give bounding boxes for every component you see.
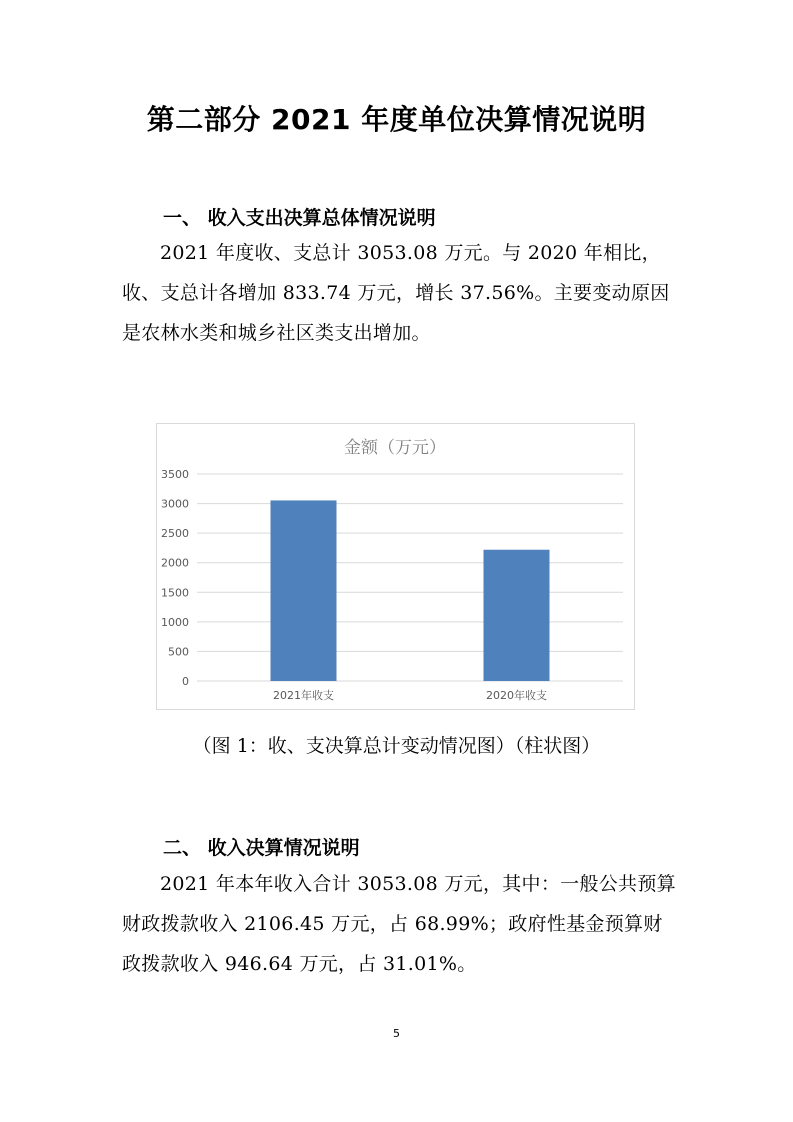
chart-bars — [271, 500, 550, 681]
y-tick-label: 2500 — [161, 527, 189, 541]
bar-0 — [271, 500, 337, 681]
y-tick-label: 3500 — [161, 468, 189, 481]
chart-x-axis — [273, 688, 547, 702]
bar-chart — [156, 423, 635, 710]
page-number: 5 — [393, 1027, 400, 1040]
chart-title: 金额（万元） — [344, 438, 446, 458]
section-heading-income: 二、 收入决算情况说明 — [163, 837, 360, 859]
figure-caption: （图 1：收、支决算总计变动情况图）（柱状图） — [192, 735, 601, 757]
bar-1 — [484, 550, 550, 681]
x-tick-label: 2020年收支 — [486, 689, 547, 702]
section-paragraph-overall: 2021 年度收、支总计 3053.08 万元。与 2020 年相比，收、支总计各增加 833.74 万元，增长 37.56%。主要变动原因是农林水类和城乡社区类支出增加。 — [122, 242, 670, 344]
y-tick-label: 1000 — [161, 615, 189, 629]
chart-gridlines — [197, 474, 623, 681]
chart-y-axis — [161, 468, 189, 688]
y-tick-label: 3000 — [161, 497, 189, 511]
y-tick-label: 2000 — [161, 556, 189, 570]
bar-chart-svg — [157, 424, 634, 709]
page-title: 第二部分 2021 年度单位决算情况说明 — [146, 103, 647, 136]
y-tick-label: 1500 — [161, 586, 189, 600]
x-tick-label: 2021年收支 — [273, 689, 334, 702]
y-tick-label: 500 — [168, 645, 189, 659]
section-heading-overall: 一、 收入支出决算总体情况说明 — [163, 207, 436, 229]
y-tick-label: 0 — [182, 675, 189, 688]
section-paragraph-income: 2021 年本年收入合计 3053.08 万元，其中：一般公共预算财政拨款收入 2106.45 万元，占 68.99%；政府性基金预算财政拨款收入 946.64 万元，占 31.01%。 — [122, 873, 676, 975]
